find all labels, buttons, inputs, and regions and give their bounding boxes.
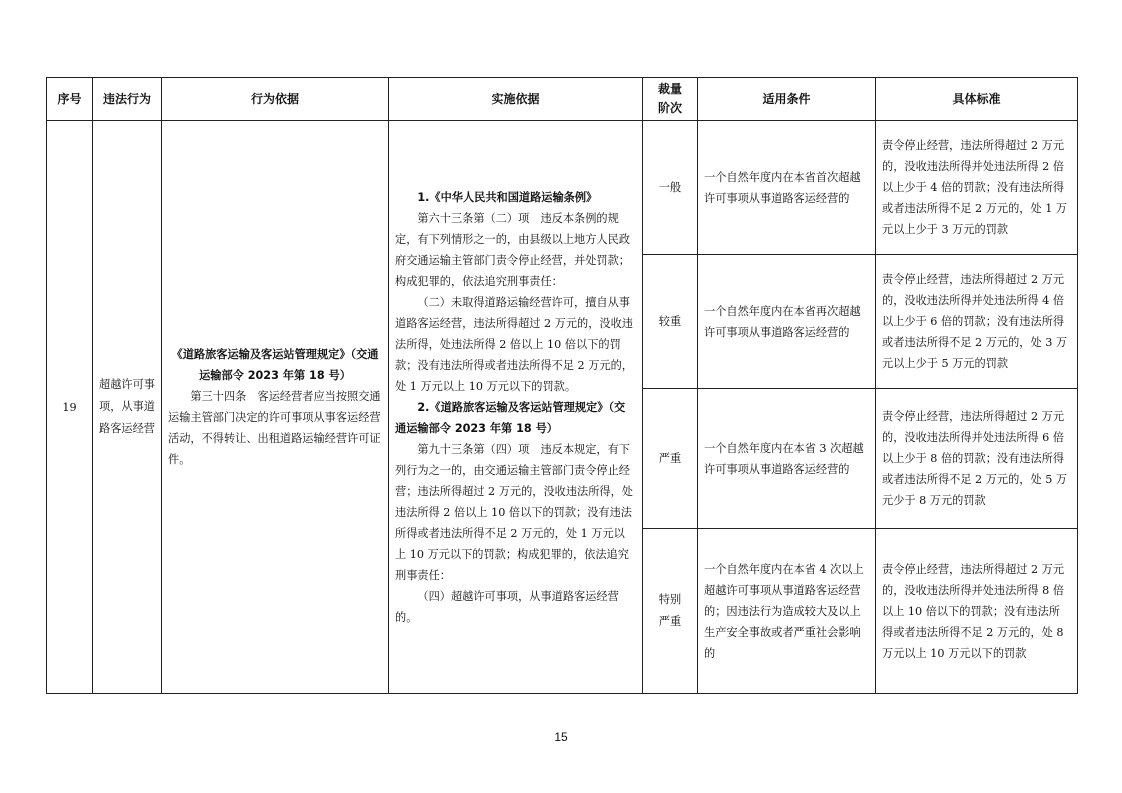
impl-paragraph-1: 第六十三条第（二）项 违反本条例的规定，有下列情形之一的，由县级以上地方人民政府交通运输主管部门责令停止经营，并处罚款；构成犯罪的，依法追究刑事责任：	[395, 211, 630, 288]
page-number: 15	[554, 730, 568, 744]
header-implementation: 实施依据	[389, 78, 643, 121]
basis-text: 第三十四条 客运经营者应当按照交通运输主管部门决定的许可事项从事客运经营活动，不得转让、出租道路运输经营许可证件。	[168, 390, 381, 466]
level-general: 一般	[643, 121, 698, 255]
basis-title: 《道路旅客运输及客运站管理规定》（交通运输部令 2023 年第 18 号）	[171, 348, 379, 382]
header-num: 序号	[47, 78, 93, 121]
standard-serious: 责令停止经营，违法所得超过 2 万元的，没收违法所得并处违法所得 4 倍以上少于 6 倍的罚款；没有违法所得或者违法所得不足 2 万元的，处 3 万元以上少于 5 万元的罚款	[876, 255, 1078, 389]
standard-severe: 责令停止经营，违法所得超过 2 万元的，没收违法所得并处违法所得 6 倍以上少于 8 倍的罚款；没有违法所得或者违法所得不足 2 万元的，处 5 万元少于 8 万元的罚款	[876, 389, 1078, 529]
condition-severe: 一个自然年度内在本省 3 次超越许可事项从事道路客运经营的	[698, 389, 876, 529]
header-standard: 具体标准	[876, 78, 1078, 121]
header-condition: 适用条件	[698, 78, 876, 121]
header-behavior: 违法行为	[93, 78, 162, 121]
implementation-basis	[389, 121, 643, 694]
impl-paragraph-2: （二）未取得道路运输经营许可，擅自从事道路客运经营，违法所得超过 2 万元的，没收违法所得，处违法所得 2 倍以上 10 倍以下的罚款；没有违法所得或者违法所得不足 2 万元的，处 1 万元以上 10 万元以下的罚款。	[395, 295, 633, 393]
condition-general: 一个自然年度内在本省首次超越许可事项从事道路客运经营的	[698, 121, 876, 255]
impl-paragraph-3: 第九十三条第（四）项 违反本规定，有下列行为之一的，由交通运输主管部门责令停止经营；违法所得超过 2 万元的，没收违法所得，处违法所得 2 倍以上 10 倍以下的罚款；没有违法所得或者违法所得不足 2 万元的，处 1 万元以上 10 万元以下的罚款；构成犯罪的，依法追究刑事责任：	[395, 442, 633, 582]
level-severe: 严重	[643, 389, 698, 529]
header-basis: 行为依据	[162, 78, 389, 121]
table-row	[47, 121, 1078, 255]
level-especially-severe: 特别严重	[643, 529, 698, 694]
level-serious: 较重	[643, 255, 698, 389]
standard-general: 责令停止经营，违法所得超过 2 万元的，没收违法所得并处违法所得 2 倍以上少于 4 倍的罚款；没有违法所得或者违法所得不足 2 万元的，处 1 万元以上少于 3 万元的罚款	[876, 121, 1078, 255]
table-header-row	[47, 78, 1078, 121]
impl-paragraph-4: （四）超越许可事项，从事道路客运经营的。	[395, 589, 619, 624]
impl-title-1: 1.《中华人民共和国道路运输条例》	[417, 190, 598, 204]
impl-title-2: 2.《道路旅客运输及客运站管理规定》（交通运输部令 2023 年第 18 号）	[395, 400, 626, 435]
condition-especially-severe: 一个自然年度内在本省 4 次以上超越许可事项从事道路客运经营的；因违法行为造成较大及以上生产安全事故或者严重社会影响的	[698, 529, 876, 694]
violation-behavior: 超越许可事项，从事道路客运经营	[93, 121, 162, 694]
standard-especially-severe: 责令停止经营，违法所得超过 2 万元的，没收违法所得并处违法所得 8 倍以上 10 倍以下的罚款；没有违法所得或者违法所得不足 2 万元的，处 8 万元以上 10 万元以下的罚款	[876, 529, 1078, 694]
condition-serious: 一个自然年度内在本省再次超越许可事项从事道路客运经营的	[698, 255, 876, 389]
row-number: 19	[47, 121, 93, 694]
behavior-basis	[162, 121, 389, 694]
header-level: 裁量阶次	[643, 78, 698, 121]
penalty-table	[46, 77, 1078, 694]
